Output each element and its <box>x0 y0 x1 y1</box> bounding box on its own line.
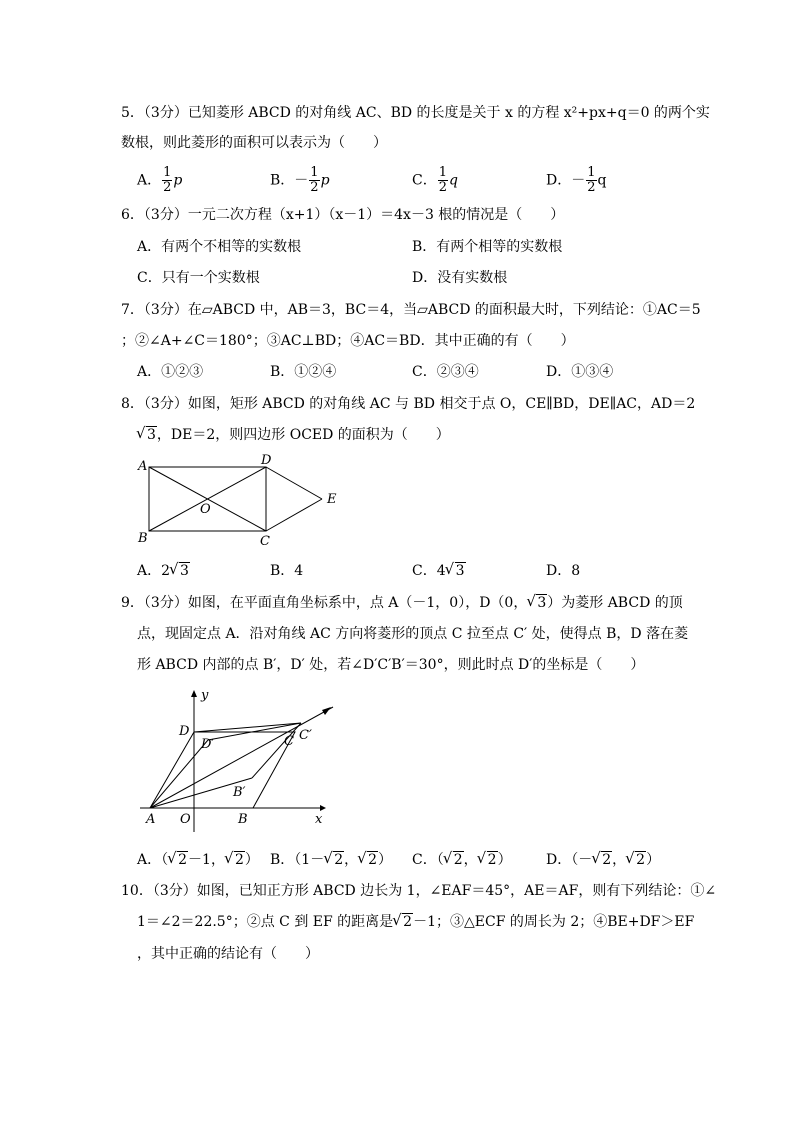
q8-label-e: E <box>327 492 337 507</box>
q8-option-c-label: C．4 <box>412 563 446 579</box>
q9-option-c-pre: C．（ <box>412 852 444 868</box>
q9-option-a-end: ） <box>244 852 259 868</box>
q5-option-b-fraction: $\frac{1}{2}$ <box>310 165 319 195</box>
q9-y-arrow <box>191 690 197 697</box>
q5-option-d-var: q <box>597 172 607 189</box>
q5-option-b-label: B．－ <box>270 172 309 189</box>
q5-option-a-label: A． <box>137 172 162 189</box>
q9-label-y: y <box>201 688 209 703</box>
q9-option-b[interactable] <box>270 850 392 870</box>
q7-option-d[interactable]: D．①③④ <box>546 364 614 380</box>
q9-label-d-prime: D′ <box>201 737 215 752</box>
q8-label-c: C <box>260 534 270 549</box>
q8-option-b[interactable]: B．4 <box>270 563 304 579</box>
q10-stem-line1: 10．（3分）如图，已知正方形 ABCD 边长为 1，∠EAF＝45°，AE＝AF，则有下列结论：①∠ <box>121 883 717 899</box>
q9-option-c-sqrt1: √ 2 <box>444 850 464 870</box>
q9-segment-ad-prime <box>150 740 208 808</box>
q7-option-a[interactable]: A．①②③ <box>137 364 204 380</box>
q5-option-d-fraction: $\frac{1}{2}$ <box>587 165 596 195</box>
q9-option-d-pre: D．（－ <box>546 852 593 868</box>
q10-stem-line3: ，其中正确的结论有（ ） <box>137 946 319 962</box>
q9-stem-line1-b: ）为菱形 ABCD 的顶 <box>547 595 683 611</box>
q9-label-d: D <box>179 724 190 739</box>
q9-option-d-sqrt2: √ 2 <box>626 850 646 870</box>
q8-segment-ce <box>266 499 322 531</box>
q6-option-b[interactable]: B．有两个相等的实数根 <box>412 239 563 255</box>
q9-sqrt: √ 3 <box>527 593 547 613</box>
q9-label-a: A <box>146 812 156 827</box>
q8-stem-line1: 8．（3分）如图，矩形 ABCD 的对角线 AC 与 BD 相交于点 O，CE∥BD，DE∥AC，AD＝2 <box>121 396 696 412</box>
q9-option-d-mid: ， <box>612 852 627 868</box>
q9-label-b: B <box>238 812 248 827</box>
q9-option-d-end: ） <box>646 852 661 868</box>
q9-segment-dc-prime <box>194 723 301 732</box>
q5-option-c-fraction: $\frac{1}{2}$ <box>438 165 447 195</box>
q6-option-d[interactable]: D．没有实数根 <box>412 270 508 286</box>
q9-stem-line3: 形 ABCD 内部的点 B′，D′ 处，若∠D′C′B′＝30°，则此时点 D′的坐标是（ ） <box>137 657 645 673</box>
q8-segment-de <box>266 467 322 499</box>
q9-option-b-end: ） <box>378 852 393 868</box>
q9-option-a-pre: A．（ <box>137 852 169 868</box>
q9-option-b-sqrt2: √ 2 <box>358 850 378 870</box>
q9-label-c-prime: C′ <box>299 728 312 743</box>
q7-option-c[interactable]: C．②③④ <box>412 364 479 380</box>
q9-stem-line1-a: 9．（3分）如图，在平面直角坐标系中，点 A（－1，0），D（0， <box>121 595 528 611</box>
q9-x-arrow <box>320 805 326 811</box>
q8-stem-line2 <box>137 425 450 445</box>
q9-option-d-sqrt1: √ 2 <box>592 850 612 870</box>
q9-label-x: x <box>315 812 323 827</box>
q8-label-b: B <box>138 531 148 546</box>
q9-option-a-sqrt2: √ 2 <box>225 850 245 870</box>
q8-label-o: O <box>200 502 211 517</box>
q5-stem-line1: 5．（3分）已知菱形 ABCD 的对角线 AC、BD 的长度是关于 x 的方程 x²+px+q＝0 的两个实 <box>121 105 710 121</box>
q8-stem-line2-text: ，DE＝2，则四边形 OCED 的面积为（ ） <box>156 427 450 443</box>
q7-option-b[interactable]: B．①②④ <box>270 364 337 380</box>
q7-stem-line2: ；②∠A+∠C＝180°；③AC⊥BD；④AC＝BD．其中正确的有（ ） <box>121 333 575 349</box>
q10-stem-line2-b: －1；③△ECF 的周长为 2；④BE+DF＞EF <box>413 914 695 930</box>
q9-direction-arrow <box>322 707 331 715</box>
q9-option-c-mid: ， <box>463 852 478 868</box>
q9-option-c[interactable] <box>412 850 512 870</box>
q9-option-a[interactable] <box>137 850 259 870</box>
q8-option-a-sqrt: √ 3 <box>170 561 190 581</box>
q7-stem-line1: 7．（3分）在▱ABCD 中，AB＝3，BC＝4，当▱ABCD 的面积最大时，下列结论：①AC＝5 <box>121 302 701 318</box>
q8-option-c-sqrt: √ 3 <box>446 561 466 581</box>
q9-option-c-end: ） <box>497 852 512 868</box>
q6-option-a[interactable]: A．有两个不相等的实数根 <box>137 239 302 255</box>
q9-stem-line2: 点，现固定点 A．沿对角线 AC 方向将菱形的顶点 C 拉至点 C′ 处，使得点 B，D 落在菱 <box>137 626 689 642</box>
q10-stem-line2 <box>137 912 694 932</box>
q10-stem-line2-a: 1＝∠2＝22.5°；②点 C 到 EF 的距离是 <box>137 914 394 930</box>
q5-option-c[interactable] <box>412 166 458 195</box>
q5-option-b-var: p <box>320 172 330 189</box>
q5-option-d[interactable] <box>546 166 606 195</box>
q5-option-d-label: D．－ <box>546 172 586 189</box>
q8-option-a[interactable] <box>137 561 190 581</box>
q8-option-c[interactable] <box>412 561 466 581</box>
q8-label-d: D <box>261 453 272 468</box>
q9-label-c: C <box>284 734 294 749</box>
q9-option-a-sqrt1: √ 2 <box>168 850 188 870</box>
q9-option-b-mid: ， <box>344 852 359 868</box>
q5-option-b[interactable] <box>270 166 330 195</box>
q5-option-a-var: p <box>173 172 183 189</box>
q5-option-c-label: C． <box>412 172 437 189</box>
q5-option-c-var: q <box>449 172 458 189</box>
q5-stem-line2: 数根，则此菱形的面积可以表示为（ ） <box>121 135 387 151</box>
q8-label-a: A <box>138 459 148 474</box>
q9-option-b-sqrt1: √ 2 <box>324 850 344 870</box>
q5-option-a[interactable] <box>137 166 182 195</box>
q9-option-d[interactable] <box>546 850 660 870</box>
q9-stem-line1 <box>121 593 683 613</box>
q9-option-a-mid: －1， <box>188 852 225 868</box>
q9-label-o: O <box>180 812 191 827</box>
q10-sqrt: √ 2 <box>393 912 413 932</box>
q9-option-c-sqrt2: √ 2 <box>478 850 498 870</box>
q9-segment-b-prime-c-prime <box>252 723 301 778</box>
q8-option-d[interactable]: D．8 <box>546 563 581 579</box>
q6-stem: 6．（3分）一元二次方程（x+1）（x－1）＝4x－3 根的情况是（ ） <box>121 207 565 223</box>
q9-rhombus-abcd <box>150 732 295 808</box>
q9-figure <box>135 682 345 832</box>
q6-option-c[interactable]: C．只有一个实数根 <box>137 270 260 286</box>
q8-figure <box>130 452 350 552</box>
q5-option-a-fraction: $\frac{1}{2}$ <box>163 165 172 195</box>
q8-option-a-label: A．2 <box>137 563 171 579</box>
q8-sqrt: √ 3 <box>137 425 157 445</box>
q9-label-b-prime: B′ <box>233 785 246 800</box>
q9-option-b-pre: B．（1－ <box>270 852 325 868</box>
